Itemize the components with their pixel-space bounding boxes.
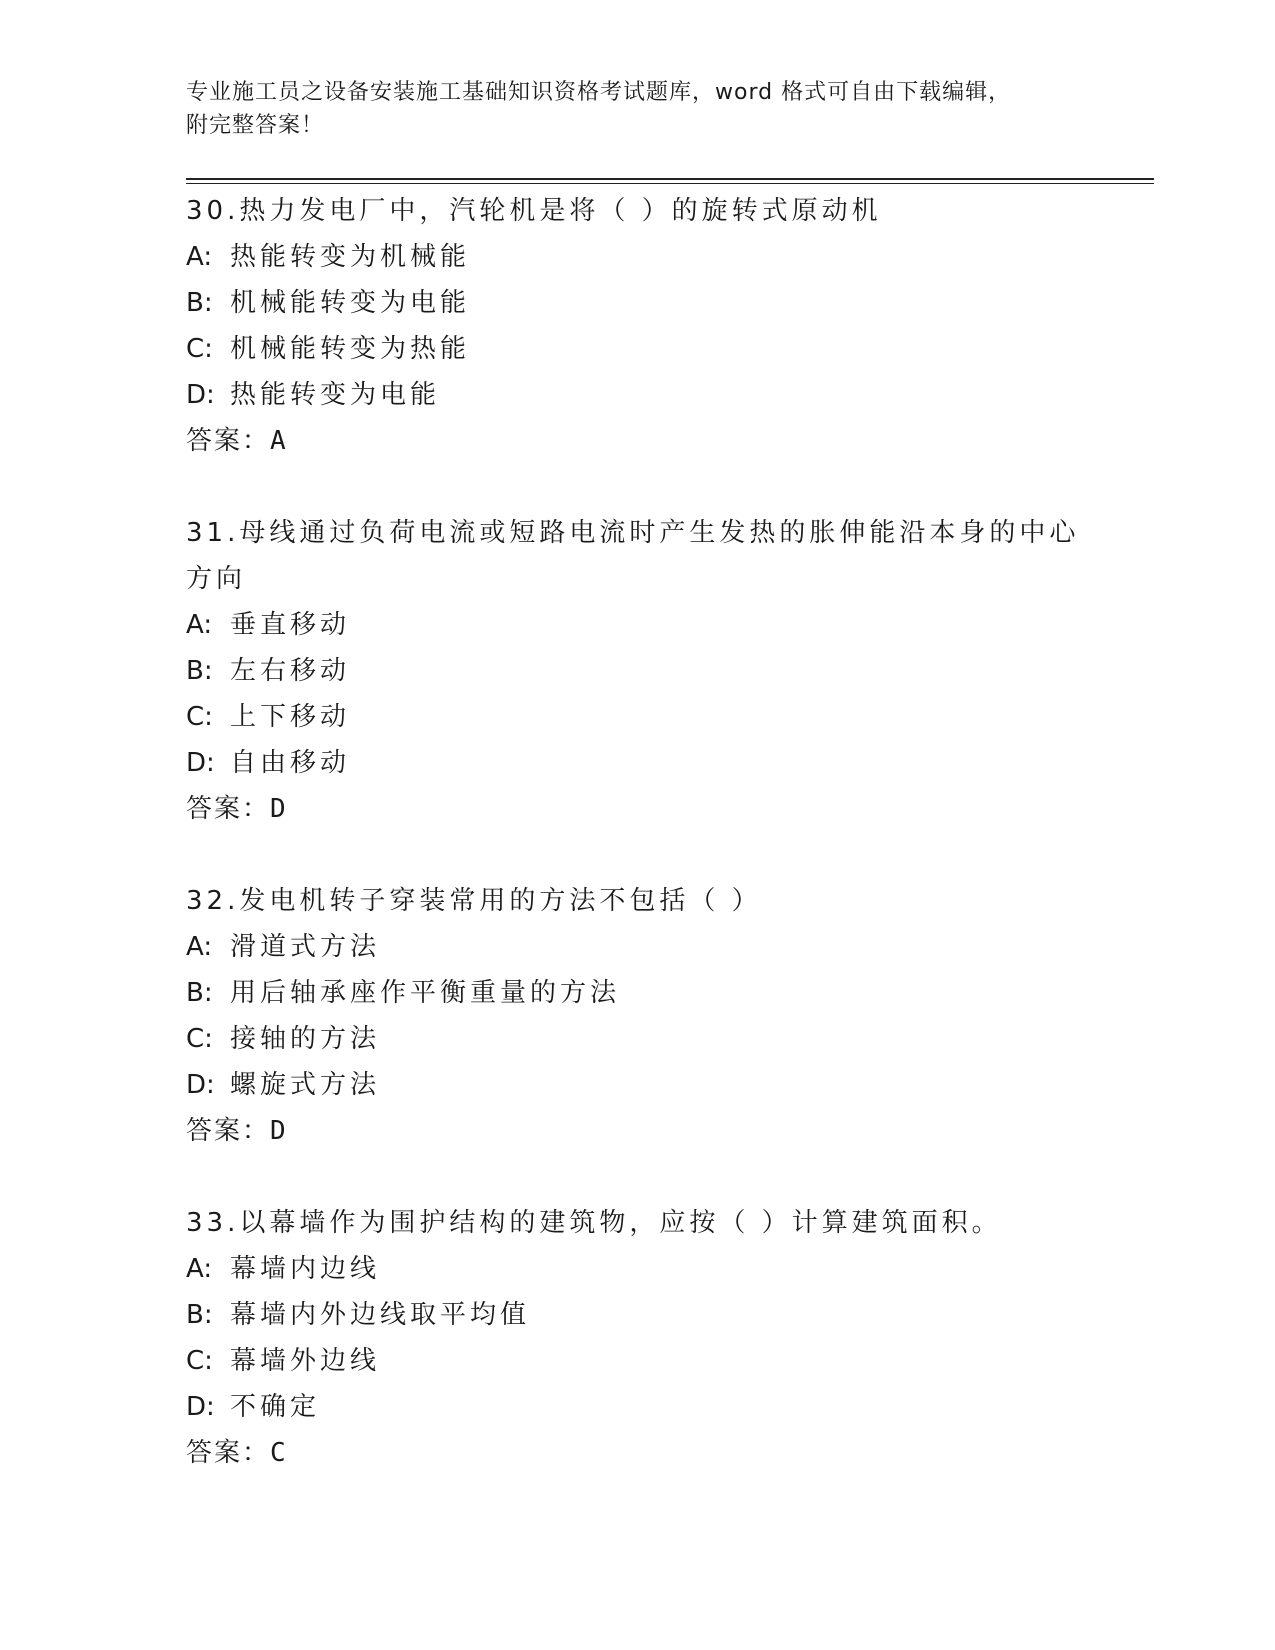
option-text: 滑道式方法 (230, 932, 381, 962)
option-text: 垂直移动 (230, 610, 351, 640)
option-letter: A: (186, 932, 213, 962)
question-32 (186, 878, 1086, 1154)
answer-value: A (270, 426, 286, 456)
option-letter: B: (186, 978, 213, 1008)
question-33 (186, 1200, 1086, 1476)
option-text: 用后轴承座作平衡重量的方法 (230, 978, 621, 1008)
answer-line (186, 786, 1086, 832)
question-stem: 31.母线通过负荷电流或短路电流时产生发热的胀伸能沿本身的中心方向 (186, 518, 1080, 594)
document-header (186, 76, 1086, 142)
option-text: 螺旋式方法 (230, 1070, 381, 1100)
option-text: 热能转变为机械能 (230, 242, 471, 272)
option-b (186, 1292, 1086, 1338)
option-letter: D: (186, 748, 215, 778)
option-letter: A: (186, 242, 213, 272)
option-text: 不确定 (230, 1392, 321, 1422)
option-letter: B: (186, 656, 213, 686)
answer-line (186, 1108, 1086, 1154)
option-letter: C: (186, 702, 213, 732)
option-c (186, 694, 1086, 740)
option-letter: A: (186, 1254, 213, 1284)
answer-label: 答案： (186, 794, 271, 824)
option-a (186, 234, 1086, 280)
answer-value: C (270, 1438, 286, 1468)
option-letter: D: (186, 1392, 215, 1422)
option-c (186, 1016, 1086, 1062)
header-line-1: 专业施工员之设备安装施工基础知识资格考试题库，word 格式可自由下载编辑， (186, 80, 1012, 105)
option-text: 幕墙内边线 (230, 1254, 381, 1284)
option-letter: C: (186, 1346, 213, 1376)
question-stem: 33.以幕墙作为围护结构的建筑物，应按（ ）计算建筑面积。 (186, 1208, 1002, 1238)
option-d (186, 1062, 1086, 1108)
question-list (186, 188, 1086, 1522)
option-letter: B: (186, 1300, 213, 1330)
answer-line (186, 418, 1086, 464)
option-letter: C: (186, 334, 213, 364)
option-text: 机械能转变为热能 (230, 334, 471, 364)
option-letter: D: (186, 380, 215, 410)
question-31 (186, 510, 1086, 832)
answer-label: 答案： (186, 1116, 271, 1146)
option-text: 自由移动 (230, 748, 351, 778)
option-letter: C: (186, 1024, 213, 1054)
option-d (186, 740, 1086, 786)
answer-value: D (270, 1116, 286, 1146)
answer-value: D (270, 794, 286, 824)
option-text: 幕墙内外边线取平均值 (230, 1300, 531, 1330)
option-text: 上下移动 (230, 702, 351, 732)
option-letter: A: (186, 610, 213, 640)
option-b (186, 648, 1086, 694)
question-30 (186, 188, 1086, 464)
option-c (186, 326, 1086, 372)
header-divider-thin (186, 183, 1154, 184)
question-stem: 30.热力发电厂中，汽轮机是将（ ）的旋转式原动机 (186, 196, 882, 226)
option-b (186, 970, 1086, 1016)
header-line-2: 附完整答案！ (186, 113, 325, 138)
option-a (186, 1246, 1086, 1292)
option-letter: D: (186, 1070, 215, 1100)
answer-label: 答案： (186, 1438, 271, 1468)
header-divider-thick (186, 178, 1154, 180)
option-text: 热能转变为电能 (230, 380, 441, 410)
question-stem: 32.发电机转子穿装常用的方法不包括（ ） (186, 886, 762, 916)
option-b (186, 280, 1086, 326)
option-text: 机械能转变为电能 (230, 288, 471, 318)
answer-line (186, 1430, 1086, 1476)
option-text: 接轴的方法 (230, 1024, 381, 1054)
option-letter: B: (186, 288, 213, 318)
option-text: 幕墙外边线 (230, 1346, 381, 1376)
option-d (186, 372, 1086, 418)
option-text: 左右移动 (230, 656, 351, 686)
answer-label: 答案： (186, 426, 271, 456)
option-d (186, 1384, 1086, 1430)
option-c (186, 1338, 1086, 1384)
option-a (186, 602, 1086, 648)
option-a (186, 924, 1086, 970)
